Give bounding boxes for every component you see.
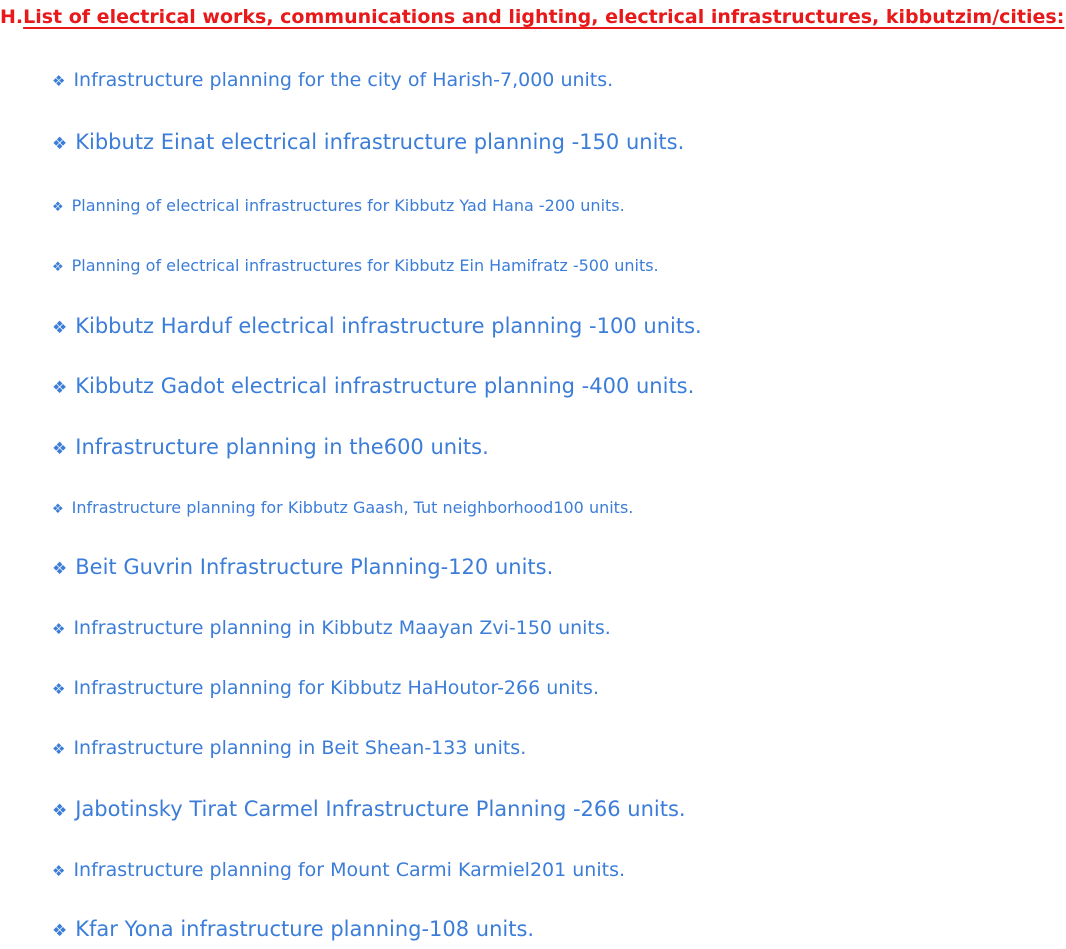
list-item bbox=[0, 69, 613, 91]
list-item-label: Kibbutz Harduf electrical infrastructure planning -100 units. bbox=[75, 314, 702, 338]
list-item bbox=[0, 859, 625, 881]
diamond-bullet-icon: ❖ bbox=[52, 740, 66, 758]
diamond-bullet-icon: ❖ bbox=[52, 921, 68, 941]
diamond-bullet-icon: ❖ bbox=[52, 318, 68, 338]
diamond-bullet-icon: ❖ bbox=[52, 620, 66, 638]
list-item-label: Jabotinsky Tirat Carmel Infrastructure Planning -266 units. bbox=[75, 797, 686, 821]
list-item bbox=[0, 498, 633, 517]
list-item bbox=[0, 737, 526, 759]
diamond-bullet-icon: ❖ bbox=[52, 439, 68, 459]
diamond-bullet-icon: ❖ bbox=[52, 72, 66, 90]
list-item-label: Infrastructure planning in Kibbutz Maayan Zvi-150 units. bbox=[73, 617, 611, 639]
list-item-label: Planning of electrical infrastructures for Kibbutz Ein Hamifratz -500 units. bbox=[71, 256, 659, 275]
list-item-label: Infrastructure planning for Kibbutz Gaash, Tut neighborhood100 units. bbox=[71, 498, 634, 517]
section-heading bbox=[0, 0, 1066, 30]
diamond-bullet-icon: ❖ bbox=[52, 559, 68, 579]
list-item-label: Kibbutz Gadot electrical infrastructure planning -400 units. bbox=[75, 374, 695, 398]
diamond-bullet-icon: ❖ bbox=[52, 801, 68, 821]
diamond-bullet-icon: ❖ bbox=[52, 378, 68, 398]
list-item bbox=[0, 314, 702, 338]
diamond-bullet-icon: ❖ bbox=[52, 680, 66, 698]
diamond-bullet-icon: ❖ bbox=[52, 134, 68, 154]
list-item bbox=[0, 797, 686, 821]
list-item-label: Beit Guvrin Infrastructure Planning-120 units. bbox=[75, 555, 554, 579]
list-item-label: Kibbutz Einat electrical infrastructure planning -150 units. bbox=[75, 130, 685, 154]
list-item-label: Infrastructure planning in Beit Shean-133 units. bbox=[73, 737, 527, 759]
list-item bbox=[0, 130, 684, 154]
list-item-label: Infrastructure planning for Mount Carmi Karmiel201 units. bbox=[73, 859, 626, 881]
list-item-label: Kfar Yona infrastructure planning-108 units. bbox=[75, 917, 535, 941]
list-item bbox=[0, 917, 534, 941]
list-item-label: Infrastructure planning for Kibbutz HaHoutor-266 units. bbox=[73, 677, 599, 699]
heading-marker: H. bbox=[0, 6, 24, 28]
list-item bbox=[0, 374, 694, 398]
list-item bbox=[0, 677, 599, 699]
list-item-label: Infrastructure planning for the city of Harish-7,000 units. bbox=[73, 69, 614, 91]
diamond-bullet-icon: ❖ bbox=[52, 260, 64, 275]
list-item bbox=[0, 555, 553, 579]
list-item bbox=[0, 435, 489, 459]
list-item bbox=[0, 196, 625, 215]
diamond-bullet-icon: ❖ bbox=[52, 502, 64, 517]
diamond-bullet-icon: ❖ bbox=[52, 862, 66, 880]
heading-text: List of electrical works, communications and lighting, electrical infrastructures, kibbutzim/cities: bbox=[23, 6, 1065, 28]
list-item bbox=[0, 256, 659, 275]
list-item-label: Planning of electrical infrastructures for Kibbutz Yad Hana -200 units. bbox=[71, 196, 625, 215]
diamond-bullet-icon: ❖ bbox=[52, 200, 64, 215]
list-item-label: Infrastructure planning in the600 units. bbox=[75, 435, 489, 459]
list-item bbox=[0, 617, 611, 639]
